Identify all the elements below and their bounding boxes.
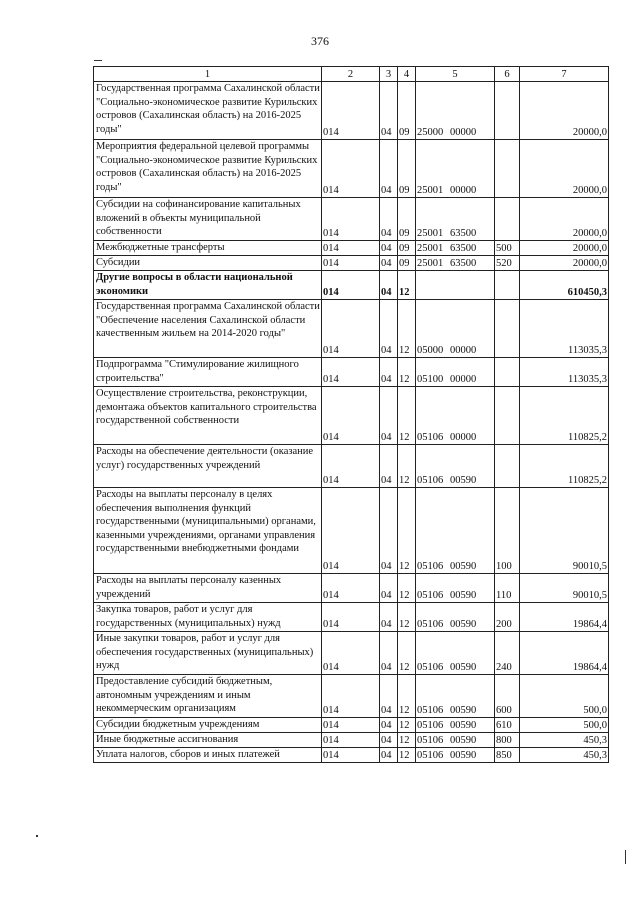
row-amount: 19864,4 [520,603,609,632]
row-ministry: 014 [322,632,380,675]
row-amount: 113035,3 [520,300,609,358]
row-name: Субсидии [94,256,322,271]
target-code-part-a: 25001 [417,184,444,196]
row-target-code [416,358,495,387]
row-section: 04 [380,718,398,733]
target-code-part-a: 05106 [417,589,444,601]
target-code-part-a: 05106 [417,431,444,443]
row-amount: 450,3 [520,748,609,763]
row-ministry: 014 [322,140,380,198]
row-ministry: 014 [322,271,380,300]
row-subsection: 12 [398,271,416,300]
target-code-part-b: 00000 [450,431,477,443]
row-subsection: 12 [398,358,416,387]
row-target-code [416,603,495,632]
header-cell: 5 [416,67,495,82]
row-expense-type: 200 [495,603,520,632]
target-code-part-a: 25001 [417,257,444,269]
row-section: 04 [380,748,398,763]
row-amount: 90010,5 [520,488,609,574]
row-ministry: 014 [322,198,380,241]
row-name: Предоставление субсидий бюджетным, автономным учреждениям и иным некоммерческим организациям [94,675,322,718]
row-target-code [416,387,495,445]
table-row [94,300,609,358]
table-row [94,488,609,574]
row-target-code [416,300,495,358]
table-row [94,718,609,733]
target-code-part-b: 00590 [450,749,477,761]
row-ministry: 014 [322,445,380,488]
row-amount: 20000,0 [520,198,609,241]
table-row [94,140,609,198]
target-code-part-b: 63500 [450,257,477,269]
row-amount: 20000,0 [520,241,609,256]
scan-mark [36,835,38,837]
row-expense-type: 240 [495,632,520,675]
table-row [94,198,609,241]
target-code-part-b: 00590 [450,474,477,486]
row-target-code [416,632,495,675]
table-row [94,603,609,632]
row-ministry: 014 [322,387,380,445]
row-expense-type [495,271,520,300]
row-target-code [416,718,495,733]
target-code-part-a: 25001 [417,242,444,254]
row-ministry: 014 [322,488,380,574]
page-number: 376 [311,34,329,48]
row-ministry: 014 [322,675,380,718]
table-row [94,632,609,675]
target-code-part-a: 05100 [417,373,444,385]
row-name: Осуществление строительства, реконструкции, демонтажа объектов капитального строительства государственной собственности [94,387,322,445]
row-ministry: 014 [322,241,380,256]
target-code-part-b: 00590 [450,589,477,601]
row-target-code [416,445,495,488]
target-code-part-a: 05106 [417,661,444,673]
row-section: 04 [380,445,398,488]
row-section: 04 [380,574,398,603]
target-code-part-a: 05000 [417,344,444,356]
row-expense-type: 520 [495,256,520,271]
target-code-part-b: 00590 [450,661,477,673]
row-section: 04 [380,733,398,748]
row-subsection: 09 [398,241,416,256]
target-code-part-b: 00000 [450,344,477,356]
row-subsection: 09 [398,82,416,140]
row-name: Другие вопросы в области национальной экономики [94,271,322,300]
row-section: 04 [380,387,398,445]
row-section: 04 [380,241,398,256]
table-row [94,675,609,718]
target-code-part-b: 00590 [450,734,477,746]
row-subsection: 12 [398,488,416,574]
row-name: Закупка товаров, работ и услуг для государственных (муниципальных) нужд [94,603,322,632]
row-name: Субсидии бюджетным учреждениям [94,718,322,733]
row-expense-type [495,198,520,241]
table-row [94,271,609,300]
row-name: Государственная программа Сахалинской области "Обеспечение населения Сахалинской области качественным жильем на 2014-2020 годы" [94,300,322,358]
target-code-part-b: 63500 [450,242,477,254]
target-code-part-b: 00000 [450,184,477,196]
row-target-code [416,488,495,574]
row-expense-type [495,82,520,140]
row-amount: 450,3 [520,733,609,748]
target-code-part-a: 05106 [417,474,444,486]
target-code-part-b: 00000 [450,373,477,385]
row-target-code [416,241,495,256]
row-target-code [416,574,495,603]
row-expense-type: 500 [495,241,520,256]
row-subsection: 12 [398,632,416,675]
row-ministry: 014 [322,733,380,748]
target-code-part-a: 25001 [417,227,444,239]
row-ministry: 014 [322,82,380,140]
row-amount: 500,0 [520,718,609,733]
row-name: Расходы на выплаты персоналу в целях обеспечения выполнения функций государственными (муниципальными) органами, казенными учреждениями, органами управления государственными внебюджетными фондами [94,488,322,574]
row-section: 04 [380,256,398,271]
row-section: 04 [380,140,398,198]
row-subsection: 09 [398,256,416,271]
header-cell: 4 [398,67,416,82]
row-ministry: 014 [322,748,380,763]
row-subsection: 12 [398,300,416,358]
target-code-part-a: 05106 [417,734,444,746]
row-section: 04 [380,300,398,358]
row-amount: 20000,0 [520,82,609,140]
table-row [94,574,609,603]
row-name: Подпрограмма "Стимулирование жилищного строительства" [94,358,322,387]
row-expense-type: 800 [495,733,520,748]
row-subsection: 09 [398,140,416,198]
row-subsection: 12 [398,733,416,748]
row-ministry: 014 [322,574,380,603]
row-target-code [416,271,495,300]
table-row [94,748,609,763]
header-cell: 1 [94,67,322,82]
table-row [94,733,609,748]
target-code-part-b: 00590 [450,618,477,630]
row-amount: 90010,5 [520,574,609,603]
row-amount: 110825,2 [520,445,609,488]
row-name: Иные бюджетные ассигнования [94,733,322,748]
row-name: Расходы на обеспечение деятельности (оказание услуг) государственных учреждений [94,445,322,488]
header-cell: 6 [495,67,520,82]
target-code-part-a: 25000 [417,126,444,138]
row-ministry: 014 [322,718,380,733]
row-ministry: 014 [322,300,380,358]
row-name: Мероприятия федеральной целевой программы "Социально-экономическое развитие Курильских островов (Сахалинская область) на 2016-2025 годы" [94,140,322,198]
table-row [94,358,609,387]
budget-table [93,66,609,763]
target-code-part-b: 00590 [450,704,477,716]
row-name: Расходы на выплаты персоналу казенных учреждений [94,574,322,603]
row-target-code [416,256,495,271]
row-subsection: 12 [398,603,416,632]
row-subsection: 09 [398,198,416,241]
target-code-part-b: 00590 [450,719,477,731]
row-name: Иные закупки товаров, работ и услуг для обеспечения государственных (муниципальных) нужд [94,632,322,675]
row-subsection: 12 [398,445,416,488]
target-code-part-b: 63500 [450,227,477,239]
row-section: 04 [380,82,398,140]
row-section: 04 [380,358,398,387]
row-amount: 110825,2 [520,387,609,445]
row-name: Субсидии на софинансирование капитальных вложений в объекты муниципальной собственности [94,198,322,241]
row-section: 04 [380,488,398,574]
row-section: 04 [380,198,398,241]
table-row [94,387,609,445]
target-code-part-a: 05106 [417,618,444,630]
row-amount: 19864,4 [520,632,609,675]
row-expense-type: 610 [495,718,520,733]
target-code-part-b: 00590 [450,560,477,572]
row-expense-type [495,387,520,445]
row-name: Уплата налогов, сборов и иных платежей [94,748,322,763]
header-cell: 2 [322,67,380,82]
row-subsection: 12 [398,574,416,603]
target-code-part-a: 05106 [417,719,444,731]
row-ministry: 014 [322,603,380,632]
row-subsection: 12 [398,675,416,718]
row-target-code [416,140,495,198]
row-name: Государственная программа Сахалинской области "Социально-экономическое развитие Курильских островов (Сахалинская область) на 2016-2025 годы" [94,82,322,140]
row-expense-type: 100 [495,488,520,574]
target-code-part-a: 05106 [417,704,444,716]
row-expense-type [495,445,520,488]
row-ministry: 014 [322,358,380,387]
row-target-code [416,198,495,241]
table-body [94,82,609,763]
row-subsection: 12 [398,718,416,733]
row-expense-type [495,140,520,198]
row-amount: 500,0 [520,675,609,718]
row-expense-type: 110 [495,574,520,603]
row-target-code [416,82,495,140]
header-row [94,67,609,82]
target-code-part-b: 00000 [450,126,477,138]
row-section: 04 [380,675,398,718]
row-subsection: 12 [398,387,416,445]
row-ministry: 014 [322,256,380,271]
target-code-part-a: 05106 [417,749,444,761]
row-amount: 20000,0 [520,140,609,198]
table-row [94,82,609,140]
row-amount: 113035,3 [520,358,609,387]
row-section: 04 [380,603,398,632]
header-cell: 3 [380,67,398,82]
row-section: 04 [380,632,398,675]
row-amount: 20000,0 [520,256,609,271]
table-row [94,445,609,488]
row-target-code [416,675,495,718]
table-row [94,241,609,256]
row-expense-type [495,358,520,387]
scan-mark [625,850,626,864]
table-row [94,256,609,271]
row-expense-type: 600 [495,675,520,718]
row-name: Межбюджетные трансферты [94,241,322,256]
row-expense-type [495,300,520,358]
target-code-part-a: 05106 [417,560,444,572]
scan-mark [94,60,102,61]
row-section: 04 [380,271,398,300]
row-amount: 610450,3 [520,271,609,300]
row-target-code [416,733,495,748]
row-expense-type: 850 [495,748,520,763]
row-target-code [416,748,495,763]
header-cell: 7 [520,67,609,82]
row-subsection: 12 [398,748,416,763]
